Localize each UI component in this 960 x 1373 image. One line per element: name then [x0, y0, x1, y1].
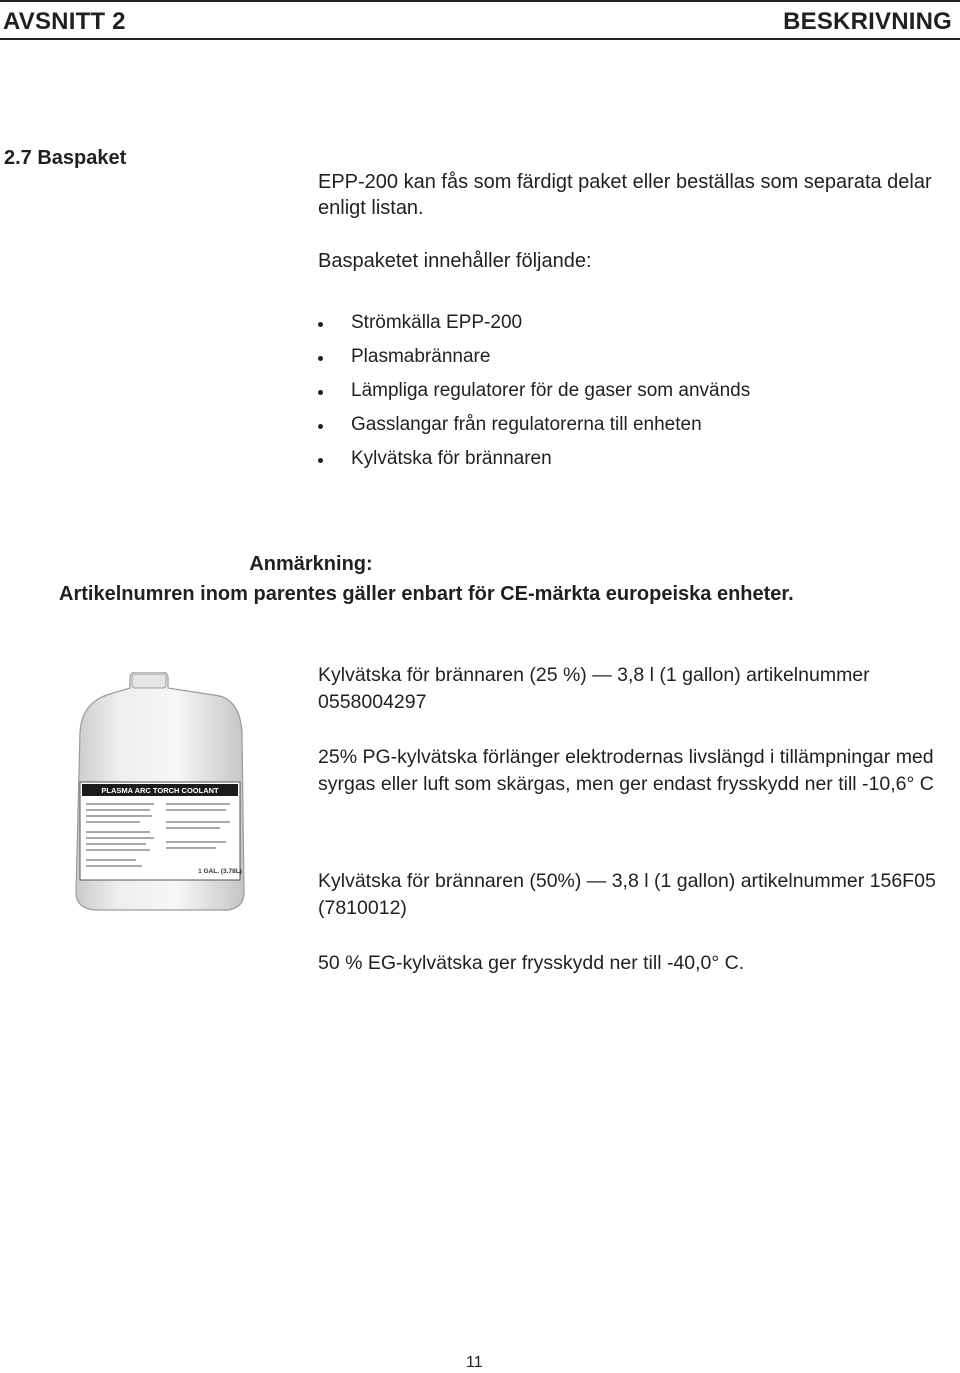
- bottle-brand-label: PLASMA ARC TORCH COOLANT: [101, 786, 219, 795]
- coolant-50-description: 50 % EG-kylvätska ger frysskydd ner till -40,0° C.: [318, 952, 745, 974]
- note-block: [0, 549, 794, 605]
- page-header: [0, 0, 960, 40]
- note-text: Artikelnumren inom parentes gäller enbart för CE-märkta europeiska enheter.: [59, 583, 794, 605]
- list-item: Lämpliga regulatorer för de gaser som används: [318, 377, 750, 411]
- bullet-icon: [318, 356, 323, 361]
- intro-text: EPP-200 kan fås som färdigt paket eller beställas som separata delar enligt listan.: [318, 171, 932, 219]
- section-title-label: BESKRIVNING: [783, 8, 952, 35]
- list-lead: Baspaketet innehåller följande:: [318, 250, 592, 272]
- section-heading: 2.7 Baspaket: [4, 147, 127, 169]
- list-item: Kylvätska för brännaren: [318, 445, 750, 479]
- coolant-25-title: Kylvätska för brännaren (25 %) — 3,8 l (1 gallon) artikelnummer 0558004297: [318, 664, 870, 713]
- list-item: Gasslangar från regulatorerna till enheten: [318, 411, 750, 445]
- bottle-volume-label: 1 GAL. (3.78L): [198, 868, 242, 875]
- section-label: AVSNITT 2: [3, 8, 126, 35]
- note-heading: Anmärkning:: [249, 553, 373, 575]
- coolant-50-title: Kylvätska för brännaren (50%) — 3,8 l (1 gallon) artikelnummer 156F05 (7810012): [318, 870, 936, 919]
- package-list: [318, 309, 750, 479]
- bullet-icon: [318, 424, 323, 429]
- bullet-icon: [318, 458, 323, 463]
- page-number: 11: [466, 1354, 483, 1371]
- list-item: Plasmabrännare: [318, 343, 750, 377]
- list-item: Strömkälla EPP-200: [318, 309, 750, 343]
- bullet-icon: [318, 322, 323, 327]
- coolant-bottle-image: [70, 672, 248, 912]
- bullet-icon: [318, 390, 323, 395]
- coolant-25-description: 25% PG-kylvätska förlänger elektrodernas livslängd i tillämpningar med syrgas eller luft som skärgas, men ger endast frysskydd ner till -10,6° C: [318, 746, 934, 795]
